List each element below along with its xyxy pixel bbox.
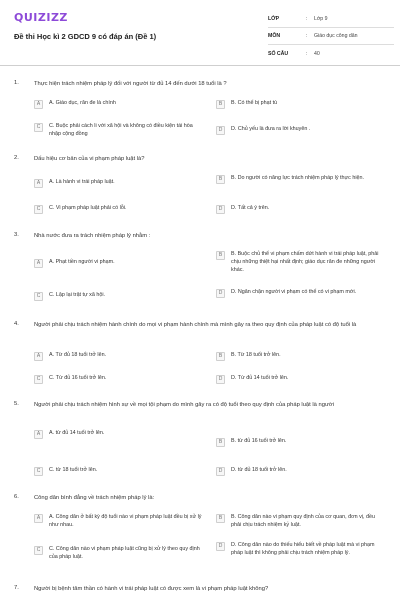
option-c[interactable] [34,546,202,562]
question-number: 7. [14,585,19,591]
meta-colon: : [306,33,308,39]
meta-value: 40 [314,50,320,57]
option-b[interactable] [216,352,386,361]
option-text: A. từ đủ 14 tuổi trở lên. [49,430,105,436]
option-text: D. Ngăn chặn người vi phạm có thể có vi phạm mới. [231,289,357,295]
option-text: D. Chủ yếu là đưa ra lời khuyên . [231,126,311,132]
question-text [14,401,392,409]
option-c[interactable] [34,123,202,139]
option-text: D. Công dân nào do thiếu hiểu biết về pháp luật mà vi phạm pháp luật thì không phải chịu trách nhiệm pháp lý. [231,542,375,556]
option-letter-box: C [34,205,43,214]
option-letter-box: D [216,542,225,551]
option-letter-box: D [216,126,225,135]
option-letter-box: C [34,546,43,555]
option-letter-box: B [216,352,225,361]
option-letter-box: B [216,175,225,184]
option-letter-box: B [216,100,225,109]
option-d[interactable] [216,542,386,558]
option-text: A. Công dân ở bất kỳ độ tuổi nào vi phạm pháp luật đều bị xử lý như nhau. [49,514,202,528]
option-text: B. Buộc chủ thể vi phạm chấm dứt hành vi trái pháp luật, phải chịu những thiệt hại nhất định; giáo dục răn đe những người khác. [231,251,379,273]
question-text [14,155,392,163]
option-a[interactable] [34,430,202,439]
option-text: C. Công dân nào vi phạm pháp luật cũng bị xử lý theo quy định của pháp luật. [49,546,200,560]
option-letter-box: A [34,259,43,268]
option-letter-box: D [216,467,225,476]
option-d[interactable] [216,205,386,214]
question-text [14,494,392,502]
question-number: 4. [14,321,19,327]
option-text: B. Do người có năng lực trách nhiệm pháp lý thực hiện. [231,175,365,181]
option-b[interactable] [216,175,386,184]
option-text: A. Từ đủ 18 tuổi trở lên. [49,352,107,358]
meta-colon: : [306,50,308,57]
option-letter-box: C [34,467,43,476]
worksheet-title: Đề thi Học kì 2 GDCD 9 có đáp án (Đề 1) [14,32,157,41]
option-a[interactable] [34,352,202,361]
question-text [14,80,392,88]
option-text: A. Là hành vi trái pháp luật. [49,179,115,185]
meta-value: Giáo dục công dân [314,33,358,39]
option-text: D. Tất cả ý trên. [231,205,270,211]
question-number: 2. [14,155,19,161]
meta-label: MÔN [268,33,281,39]
option-b[interactable] [216,438,386,447]
question-text [14,321,392,329]
question-prompt: Người phải chịu trách nhiệm hình sự về mọi tội phạm do mình gây ra có độ tuổi theo quy định của pháp luật là người [34,402,334,408]
question-prompt: Nhà nước đưa ra trách nhiệm pháp lý nhằm : [34,233,151,239]
option-c[interactable] [34,292,202,301]
option-text: C. Buộc phải cách li với xã hội và không có điều kiện tái hòa nhập cộng đồng [49,123,193,137]
option-text: C. Lập lại trật tự xã hội. [49,292,106,298]
question-number: 3. [14,232,19,238]
meta-label: LỚP [268,16,280,22]
option-letter-box: D [216,205,225,214]
option-letter-box: A [34,100,43,109]
question-prompt: Dấu hiệu cơ bản của vi phạm pháp luật là? [34,156,145,162]
option-letter-box: D [216,375,225,384]
option-text: B. Công dân nào vi phạm quy định của cơ quan, đơn vị, đều phải chịu trách nhiệm kỷ luật. [231,514,376,528]
option-letter-box: A [34,430,43,439]
question-number: 1. [14,80,19,86]
option-letter-box: B [216,514,225,523]
question-number: 6. [14,494,19,500]
quizizz-logo: QUIZIZZ [14,11,68,24]
meta-value: Lớp 9 [314,16,328,22]
option-a[interactable] [34,514,202,530]
option-text: B. Có thể bị phạt tù [231,100,278,106]
worksheet-meta [268,11,394,62]
option-letter-box: A [34,179,43,188]
option-letter-box: B [216,438,225,447]
option-text: A. Giáo dục, răn đe là chính [49,100,116,106]
meta-row-grade [268,11,394,28]
option-d[interactable] [216,467,386,476]
option-a[interactable] [34,259,202,268]
meta-row-subject [268,28,394,45]
option-letter-box: A [34,352,43,361]
question-prompt: Thực hiện trách nhiệm pháp lý đối với người từ đủ 14 đến dưới 18 tuổi là ? [34,81,227,87]
option-text: B. từ đủ 16 tuổi trở lên. [231,438,287,444]
option-letter-box: B [216,251,225,260]
question-number: 5. [14,401,19,407]
question-prompt: Công dân bình đẳng về trách nhiệm pháp lý là: [34,495,155,501]
option-b[interactable] [216,514,386,530]
option-text: D. từ đủ 18 tuổi trở lên. [231,467,287,473]
option-text: B. Từ 18 tuổi trở lên. [231,352,281,358]
option-c[interactable] [34,375,202,384]
option-letter-box: C [34,375,43,384]
option-text: A. Phạt tiền người vi phạm. [49,259,115,265]
option-b[interactable] [216,251,386,274]
option-c[interactable] [34,205,202,214]
question-prompt: Người phải chịu trách nhiệm hành chính do mọi vi phạm hành chính mà mình gây ra theo quy định của pháp luật có độ tuổi là [34,322,357,328]
option-letter-box: C [34,292,43,301]
option-letter-box: A [34,514,43,523]
option-text: C. Từ đủ 16 tuổi trở lên. [49,375,107,381]
option-letter-box: D [216,289,225,298]
option-a[interactable] [34,100,202,109]
option-letter-box: C [34,123,43,132]
meta-label: SỐ CÂU [268,50,289,57]
question-text [14,232,392,240]
question-text [14,585,392,593]
option-d[interactable] [216,289,386,298]
option-text: C. từ 18 tuổi trở lên. [49,467,98,473]
question-prompt: Người bị bệnh tâm thần có hành vi trái pháp luật có được xem là vi phạm pháp luật không? [34,586,269,592]
option-text: D. Từ đủ 14 tuổi trở lên. [231,375,289,381]
meta-row-question-count [268,45,394,62]
option-b[interactable] [216,100,386,109]
option-d[interactable] [216,375,386,384]
option-c[interactable] [34,467,202,476]
option-d[interactable] [216,126,386,135]
option-text: C. Vi phạm pháp luật phải có lỗi. [49,205,127,211]
worksheet-header [0,0,400,66]
meta-colon: : [306,16,308,22]
option-a[interactable] [34,179,202,188]
